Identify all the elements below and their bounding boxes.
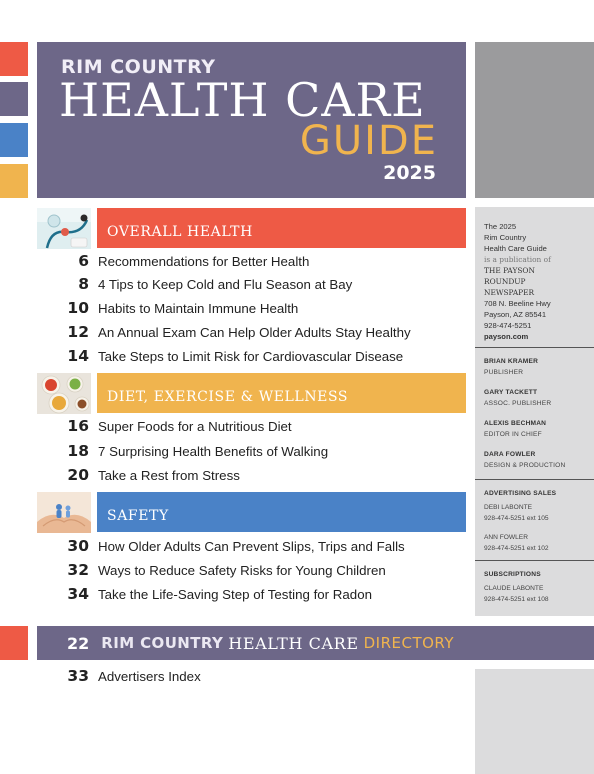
toc-entry[interactable] [55,323,411,343]
toc-page-number: 34 [67,585,89,603]
sidebar-publisher-name: ROUNDUP [484,277,526,286]
ad-contact-name: ANN FOWLER [484,534,528,541]
ad-contact-phone: 928-474-5251 ext 102 [484,545,549,552]
subscription-contact-phone: 928-474-5251 ext 108 [484,596,549,603]
sidebar-publisher-name: THE PAYSON [484,266,535,275]
section-band-safety [97,492,466,532]
sidebar-website[interactable]: payson.com [484,332,529,341]
staff-name: BRIAN KRAMER [484,358,539,365]
section-title: OVERALL HEALTH [107,224,253,240]
sidebar-divider [475,347,594,348]
family-hands-photo-icon [37,492,91,533]
color-tab-red-directory [0,626,28,660]
subscriptions-heading: SUBSCRIPTIONS [484,571,541,578]
toc-page-number: 18 [67,442,89,460]
stethoscope-photo-icon [37,208,91,249]
gray-panel-top [475,42,594,198]
sidebar-intro: The 2025 [484,222,517,231]
advertising-heading: ADVERTISING SALES [484,490,557,497]
toc-entry[interactable] [55,275,352,295]
toc-entry-title: How Older Adults Can Prevent Slips, Trips and Falls [98,539,405,554]
toc-entry-title: Take Steps to Limit Risk for Cardiovascular Disease [98,349,404,364]
toc-entry-title: Ways to Reduce Safety Risks for Young Children [98,563,386,578]
staff-name: ALEXIS BECHMAN [484,420,547,427]
sidebar-address: Payson, AZ 85541 [484,310,547,319]
staff-title: ASSOC. PUBLISHER [484,400,552,407]
sidebar-intro: is a publication of [484,255,551,264]
toc-entry[interactable] [55,347,403,367]
food-bowls-photo-icon [37,373,91,414]
directory-page-number: 22 [67,633,90,653]
directory-health-care: HEALTH CARE [228,633,359,653]
toc-page-number: 33 [67,667,89,685]
toc-entry[interactable] [55,466,240,486]
toc-entry-title: 4 Tips to Keep Cold and Flu Season at Bay [98,277,353,292]
header-year: 2025 [383,162,436,184]
sidebar-address: 708 N. Beeline Hwy [484,299,551,308]
toc-entry[interactable] [55,561,386,581]
staff-title: PUBLISHER [484,369,524,376]
guide-header [37,42,466,198]
toc-entry[interactable] [55,537,405,557]
toc-page-number: 32 [67,561,89,579]
section-title: SAFETY [107,508,169,524]
toc-page-number: 14 [67,347,89,365]
section-band-overall-health [97,208,466,248]
sidebar-intro: Health Care Guide [484,244,547,253]
toc-entry-advertisers[interactable] [55,667,201,687]
toc-page-number: 16 [67,417,89,435]
header-rim-country: RIM COUNTRY [61,56,216,78]
toc-entry-title: Recommendations for Better Health [98,254,310,269]
sidebar-divider [475,479,594,480]
toc-entry-title: Take the Life-Saving Step of Testing for Radon [98,587,372,602]
toc-entry[interactable] [55,585,372,605]
color-tab-purple [0,82,28,116]
section-title: DIET, EXERCISE & WELLNESS [107,389,349,405]
toc-entry[interactable] [55,299,298,319]
publication-sidebar [475,207,594,616]
staff-title: EDITOR IN CHIEF [484,431,542,438]
header-guide: GUIDE [299,118,438,164]
toc-entry[interactable] [55,442,328,462]
section-band-diet-exercise-wellness [97,373,466,413]
directory-label: DIRECTORY [363,634,455,652]
sidebar-phone: 928-474-5251 [484,321,532,330]
toc-page-number: 6 [78,252,89,270]
toc-entry-title: An Annual Exam Can Help Older Adults Stay Healthy [98,325,411,340]
toc-page-number: 12 [67,323,89,341]
color-tab-blue [0,123,28,157]
toc-entry[interactable] [55,252,309,272]
toc-entry[interactable] [55,417,292,437]
staff-name: GARY TACKETT [484,389,538,396]
toc-entry-title: Take a Rest from Stress [98,468,240,483]
staff-title: DESIGN & PRODUCTION [484,462,566,469]
toc-entry-title: Habits to Maintain Immune Health [98,301,299,316]
directory-rim-country: RIM COUNTRY [101,634,224,652]
sidebar-intro: Rim Country [484,233,527,242]
sidebar-publisher-name: NEWSPAPER [484,288,535,297]
color-tab-yellow [0,164,28,198]
header-health-care: HEALTH CARE [59,73,426,127]
color-tab-red [0,42,28,76]
ad-contact-name: DEBI LABONTE [484,504,533,511]
sidebar-divider [475,560,594,561]
toc-entry-title: 7 Surprising Health Benefits of Walking [98,444,329,459]
toc-page-number: 10 [67,299,89,317]
staff-name: DARA FOWLER [484,451,536,458]
toc-page-number: 8 [78,275,89,293]
toc-page-number: 30 [67,537,89,555]
toc-entry-title: Super Foods for a Nutritious Diet [98,419,292,434]
gray-panel-bottom [475,669,594,774]
ad-contact-phone: 928-474-5251 ext 105 [484,515,549,522]
directory-bar[interactable] [37,626,594,660]
toc-page-number: 20 [67,466,89,484]
toc-entry-title: Advertisers Index [98,669,201,684]
subscription-contact-name: CLAUDE LABONTE [484,585,544,592]
